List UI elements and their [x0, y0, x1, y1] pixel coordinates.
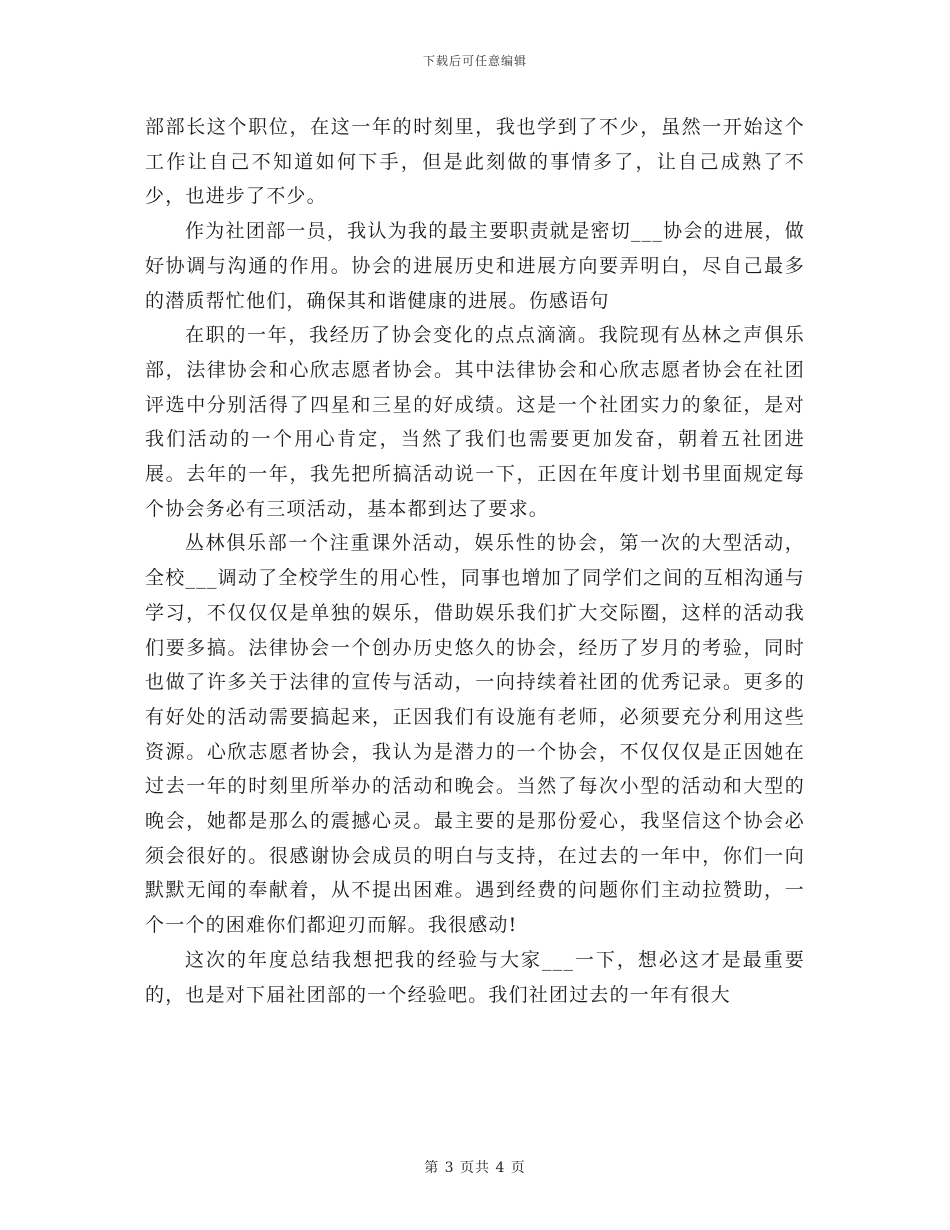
page-header-note: 下载后可任意编辑	[422, 54, 527, 68]
document-body	[145, 110, 805, 1012]
paragraph-continuation: 部部长这个职位，在这一年的时刻里，我也学到了不少，虽然一开始这个工作让自己不知道如何下手，但是此刻做的事情多了，让自己成熟了不少，也进步了不少。	[145, 116, 805, 208]
paragraph-year-review: 在职的一年，我经历了协会变化的点点滴滴。我院现有丛林之声俱乐部，法律协会和心欣志愿者协会。其中法律协会和心欣志愿者协会在社团评选中分别活得了四星和三星的好成绩。这是一个社团实力的象征，是对我们活动的一个用心肯定，当然了我们也需要更加发奋，朝着五社团进展。去年的一年，我先把所搞活动说一下，正因在年度计划书里面规定每个协会务必有三项活动，基本都到达了要求。	[145, 324, 805, 520]
paragraph-duties: 作为社团部一员，我认为我的最主要职责就是密切___协会的进展，做好协调与沟通的作用。协会的进展历史和进展方向要弄明白，尽自己最多的潜质帮忙他们，确保其和谐健康的进展。伤感语句	[145, 220, 805, 312]
paragraph-club-activities: 丛林俱乐部一个注重课外活动，娱乐性的协会，第一次的大型活动，全校___调动了全校学生的用心性，同事也增加了同学们之间的互相沟通与学习，不仅仅仅是单独的娱乐，借助娱乐我们扩大交际圈，这样的活动我们要多搞。法律协会一个创办历史悠久的协会，经历了岁月的考验，同时也做了许多关于法律的宣传与活动，一向持续着社团的优秀记录。更多的有好处的活动需要搞起来，正因我们有设施有老师，必须要充分利用这些资源。心欣志愿者协会，我认为是潜力的一个协会，不仅仅仅是正因她在过去一年的时刻里所举办的活动和晚会。当然了每次小型的活动和大型的晚会，她都是那么的震撼心灵。最主要的是那份爱心，我坚信这个协会必须会很好的。很感谢协会成员的明白与支持，在过去的一年中，你们一向默默无闻的奉献着，从不提出困难。遇到经费的问题你们主动拉赞助，一个一个的困难你们都迎刃而解。我很感动!	[145, 532, 805, 937]
paragraph-summary: 这次的年度总结我想把我的经验与大家___一下，想必这才是最重要的，也是对下届社团部的一个经验吧。我们社团过去的一年有很大	[145, 948, 805, 1006]
page-footer-number: 第 3 页共 4 页	[424, 1160, 526, 1176]
